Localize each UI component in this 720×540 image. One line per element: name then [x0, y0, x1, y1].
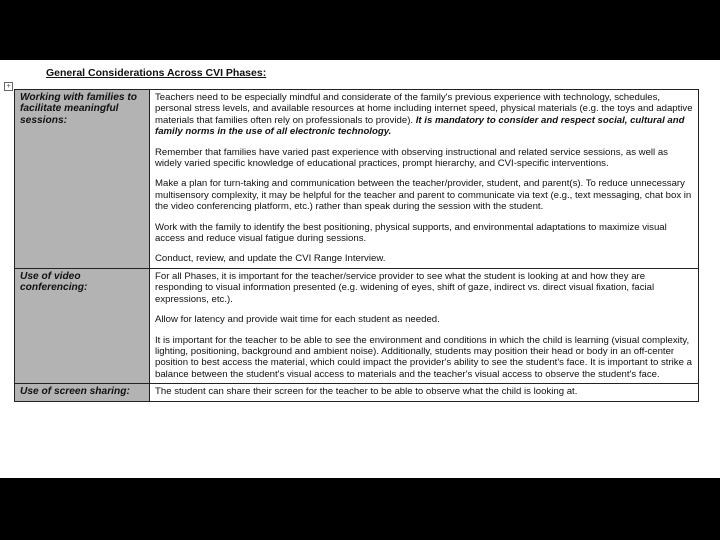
row-label: Use of video conferencing: [15, 268, 150, 383]
document-page [0, 60, 720, 478]
row-content [150, 384, 699, 401]
table-move-handle-icon[interactable]: + [4, 82, 13, 91]
paragraph: Make a plan for turn-taking and communication between the teacher/provider, student, and parent(s). To reduce unnecessary multisensory complexity, it may be helpful for the teacher and parent to communicate via text (e.g., text messaging, chat box in the video conferencing platform, etc.) rather than speak during the session with the student. [155, 178, 692, 213]
considerations-table [14, 89, 699, 402]
paragraph: Remember that families have varied past experience with observing instructional and related service sessions, as well as widely varied specific knowledge of educational practices, prompt hierarchy, and CVI-specific interventions. [155, 146, 668, 170]
paragraph: It is important for the teacher to be able to see the environment and conditions in which the child is learning (visual complexity, lighting, positioning, background and ambient noise). Additionally, students may position their head or body in an off-center position to best access the material, which could impact the provider's ability to see the student's face. It is important to strike a balance between the student's visual access to materials and the teacher's visual access to observe the student's face. [155, 334, 692, 380]
paragraph: For all Phases, it is important for the teacher/service provider to see what the student is looking at and how they are responding to visual information presented (e.g. widening of eyes, shift of gaze, indirect vs. direct visual fixation, facial expressions, etc.). [155, 270, 655, 305]
paragraph: Work with the family to identify the best positioning, physical supports, and environmental adaptations to maximize visual access and reduce visual fatigue during sessions. [155, 221, 667, 245]
paragraph-text: Teachers need to be especially mindful and considerate of the family's previous experience with technology, schedules, personal stress levels, and available resources at home including internet speed, physical materials (e.g. the toys and adaptive materials that families often rely on professionals to provide). [155, 92, 693, 126]
emphasis-text: It is mandatory to consider and respect social, cultural and family norms in the use of all electronic technology. [155, 114, 685, 138]
row-label: Use of screen sharing: [15, 384, 150, 401]
row-content [150, 268, 699, 383]
paragraph: Allow for latency and provide wait time for each student as needed. [155, 314, 440, 326]
section-heading: General Considerations Across CVI Phases: [46, 67, 267, 79]
table-row [15, 384, 699, 401]
paragraph [155, 92, 693, 138]
row-label: Working with families to facilitate meaningful sessions: [15, 90, 150, 269]
table-row [15, 90, 699, 269]
paragraph: The student can share their screen for the teacher to be able to observe what the child is looking at. [155, 386, 578, 398]
table-row [15, 268, 699, 383]
paragraph: Conduct, review, and update the CVI Range Interview. [155, 253, 386, 265]
row-content [150, 90, 699, 269]
